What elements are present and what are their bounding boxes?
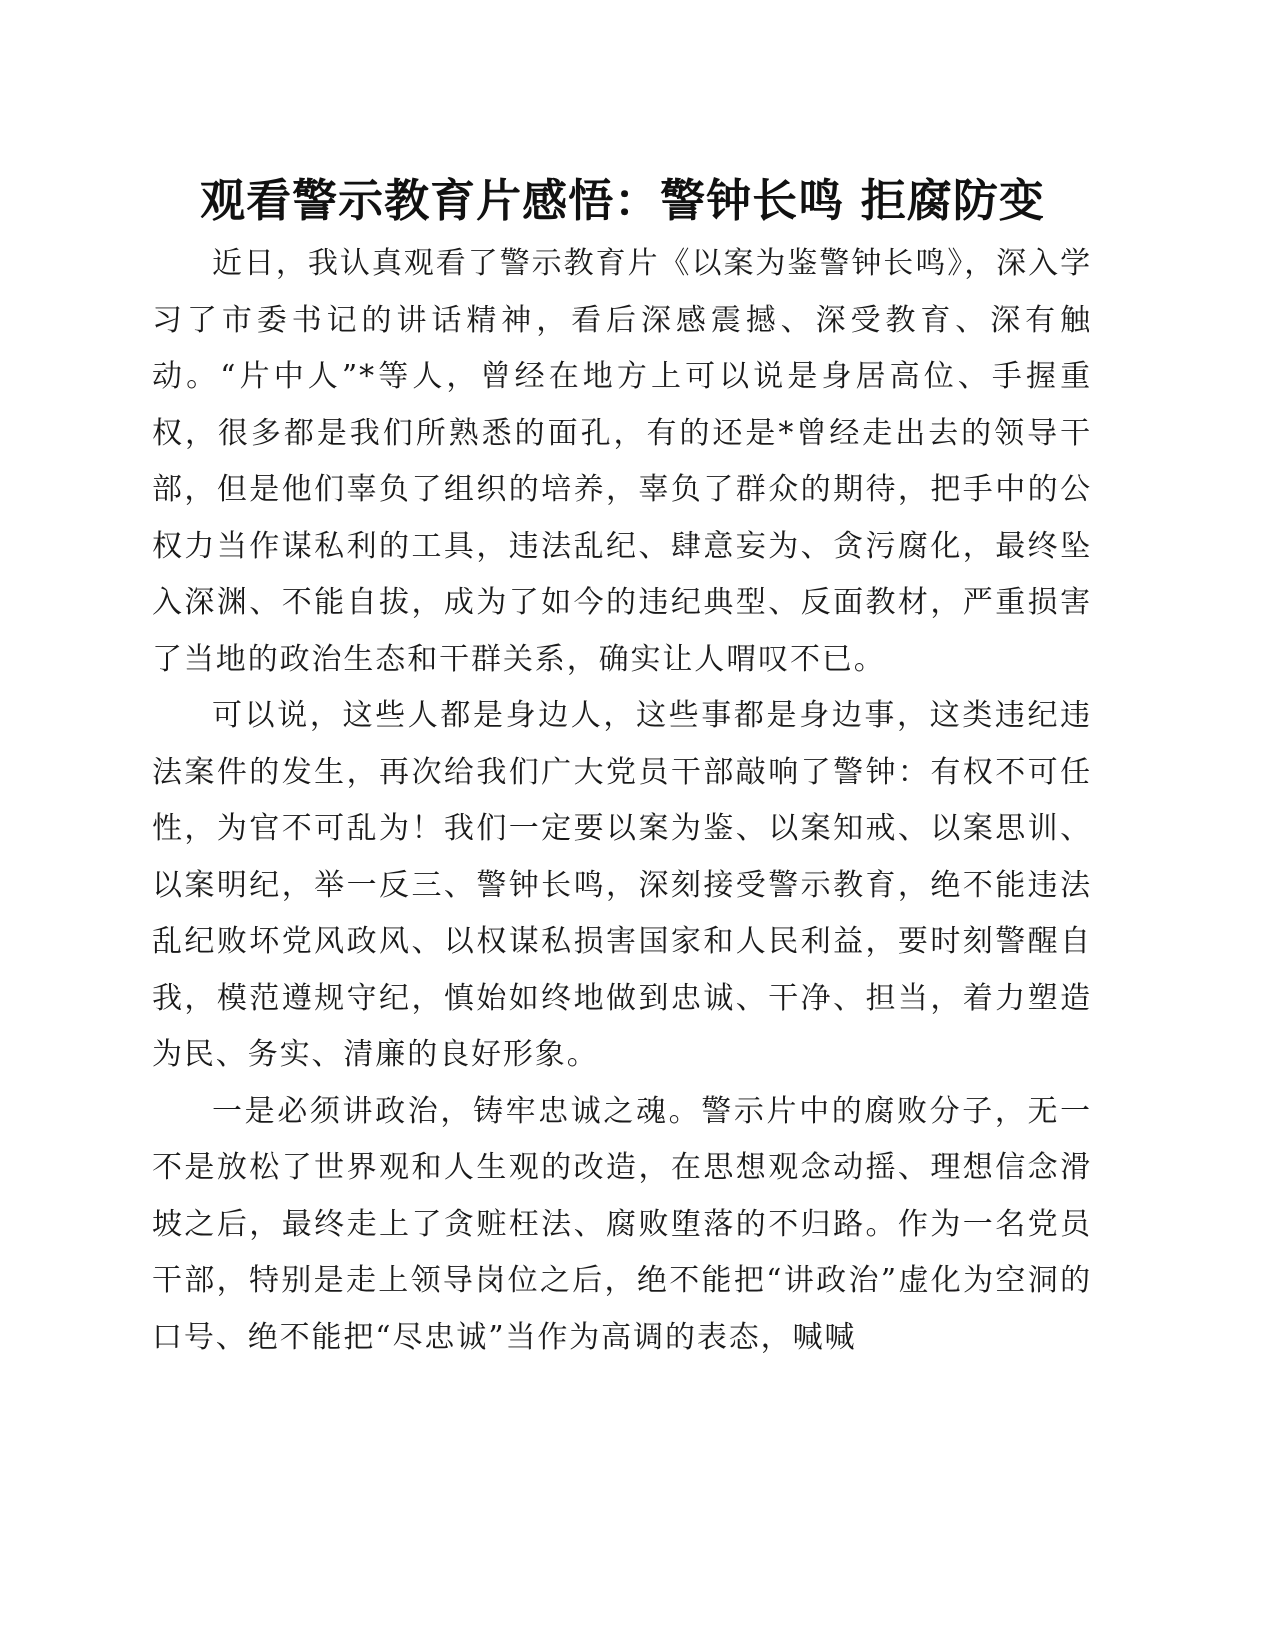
paragraph-3: 一是必须讲政治，铸牢忠诚之魂。警示片中的腐败分子，无一不是放松了世界观和人生观的改造，在思想观念动摇、理想信念滑坡之后，最终走上了贪赃枉法、腐败堕落的不归路。作为一名党员干部，特别是走上领导岗位之后，绝不能把“讲政治”虚化为空洞的口号、绝不能把“尽忠诚”当作为高调的表态，喊喊 bbox=[152, 1093, 1092, 1355]
paragraph-1: 近日，我认真观看了警示教育片《以案为鉴警钟长鸣》，深入学习了市委书记的讲话精神，看后深感震撼、深受教育、深有触动。“片中人”*等人，曾经在地方上可以说是身居高位、手握重权，很多都是我们所熟悉的面孔，有的还是*曾经走出去的领导干部，但是他们辜负了组织的培养，辜负了群众的期待，把手中的公权力当作谋私利的工具，违法乱纪、肆意妄为、贪污腐化，最终坠入深渊、不能自拔，成为了如今的违纪典型、反面教材，严重损害了当地的政治生态和干群关系，确实让人喟叹不已。 bbox=[152, 246, 1092, 677]
document-body bbox=[152, 236, 1092, 1366]
document-title: 观看警示教育片感悟：警钟长鸣 拒腐防变 bbox=[200, 174, 1045, 227]
paragraph-2: 可以说，这些人都是身边人，这些事都是身边事，这类违纪违法案件的发生，再次给我们广大党员干部敲响了警钟：有权不可任性，为官不可乱为！我们一定要以案为鉴、以案知戒、以案思训、以案明纪，举一反三、警钟长鸣，深刻接受警示教育，绝不能违法乱纪败坏党风政风、以权谋私损害国家和人民利益，要时刻警醒自我，模范遵规守纪，慎始如终地做到忠诚、干净、担当，着力塑造为民、务实、清廉的良好形象。 bbox=[152, 698, 1092, 1072]
